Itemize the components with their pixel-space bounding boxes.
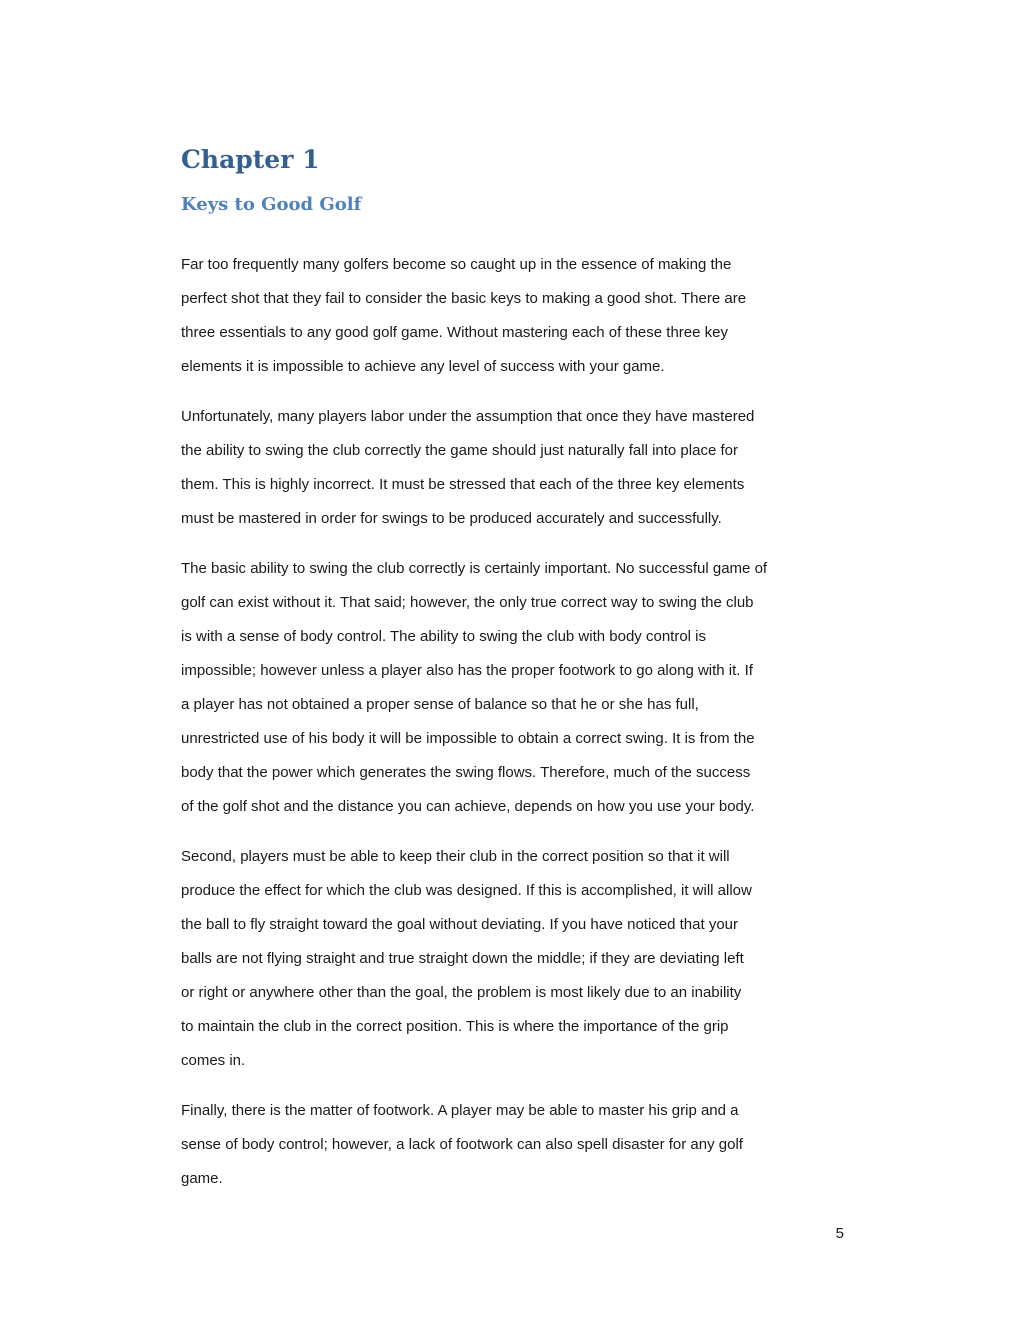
text-line: balls are not flying straight and true straight down the middle; if they are deviating left [181,950,744,967]
text-line: the ball to fly straight toward the goal without deviating. If you have noticed that your [181,916,738,933]
text-line: sense of body control; however, a lack of footwork can also spell disaster for any golf [181,1136,743,1153]
paragraph [181,400,846,536]
text-line: of the golf shot and the distance you can achieve, depends on how you use your body. [181,798,755,815]
text-line: The basic ability to swing the club correctly is certainly important. No successful game of [181,560,768,577]
paragraph [181,552,846,824]
text-line: three essentials to any good golf game. Without mastering each of these three key [181,324,728,341]
page-number: 5 [835,1225,844,1242]
text-line: comes in. [181,1052,246,1069]
text-line: produce the effect for which the club was designed. If this is accomplished, it will allow [181,882,752,899]
text-line: the ability to swing the club correctly the game should just naturally fall into place for [181,442,738,459]
text-line: them. This is highly incorrect. It must be stressed that each of the three key elements [181,476,745,493]
body-text [181,248,846,1196]
text-line: must be mastered in order for swings to be produced accurately and successfully. [181,510,722,527]
paragraph [181,840,846,1078]
text-line: perfect shot that they fail to consider the basic keys to making a good shot. There are [181,290,747,307]
text-line: to maintain the club in the correct position. This is where the importance of the grip [181,1018,729,1035]
paragraph [181,248,846,384]
page-content [181,140,846,1212]
text-line: is with a sense of body control. The ability to swing the club with body control is [181,628,706,645]
text-line: Second, players must be able to keep their club in the correct position so that it will [181,848,730,865]
paragraph [181,1094,846,1196]
chapter-title: Chapter 1 [181,145,320,174]
text-line: impossible; however unless a player also has the proper footwork to go along with it. If [181,662,753,679]
text-line: Far too frequently many golfers become so caught up in the essence of making the [181,256,732,273]
text-line: game. [181,1170,223,1187]
text-line: or right or anywhere other than the goal, the problem is most likely due to an inability [181,984,742,1001]
text-line: golf can exist without it. That said; however, the only true correct way to swing the club [181,594,754,611]
text-line: Finally, there is the matter of footwork. A player may be able to master his grip and a [181,1102,739,1119]
chapter-subtitle: Keys to Good Golf [181,194,362,215]
text-line: Unfortunately, many players labor under the assumption that once they have mastered [181,408,755,425]
text-line: unrestricted use of his body it will be impossible to obtain a correct swing. It is from the [181,730,755,747]
text-line: body that the power which generates the swing flows. Therefore, much of the success [181,764,751,781]
text-line: a player has not obtained a proper sense of balance so that he or she has full, [181,696,699,713]
text-line: elements it is impossible to achieve any level of success with your game. [181,358,665,375]
